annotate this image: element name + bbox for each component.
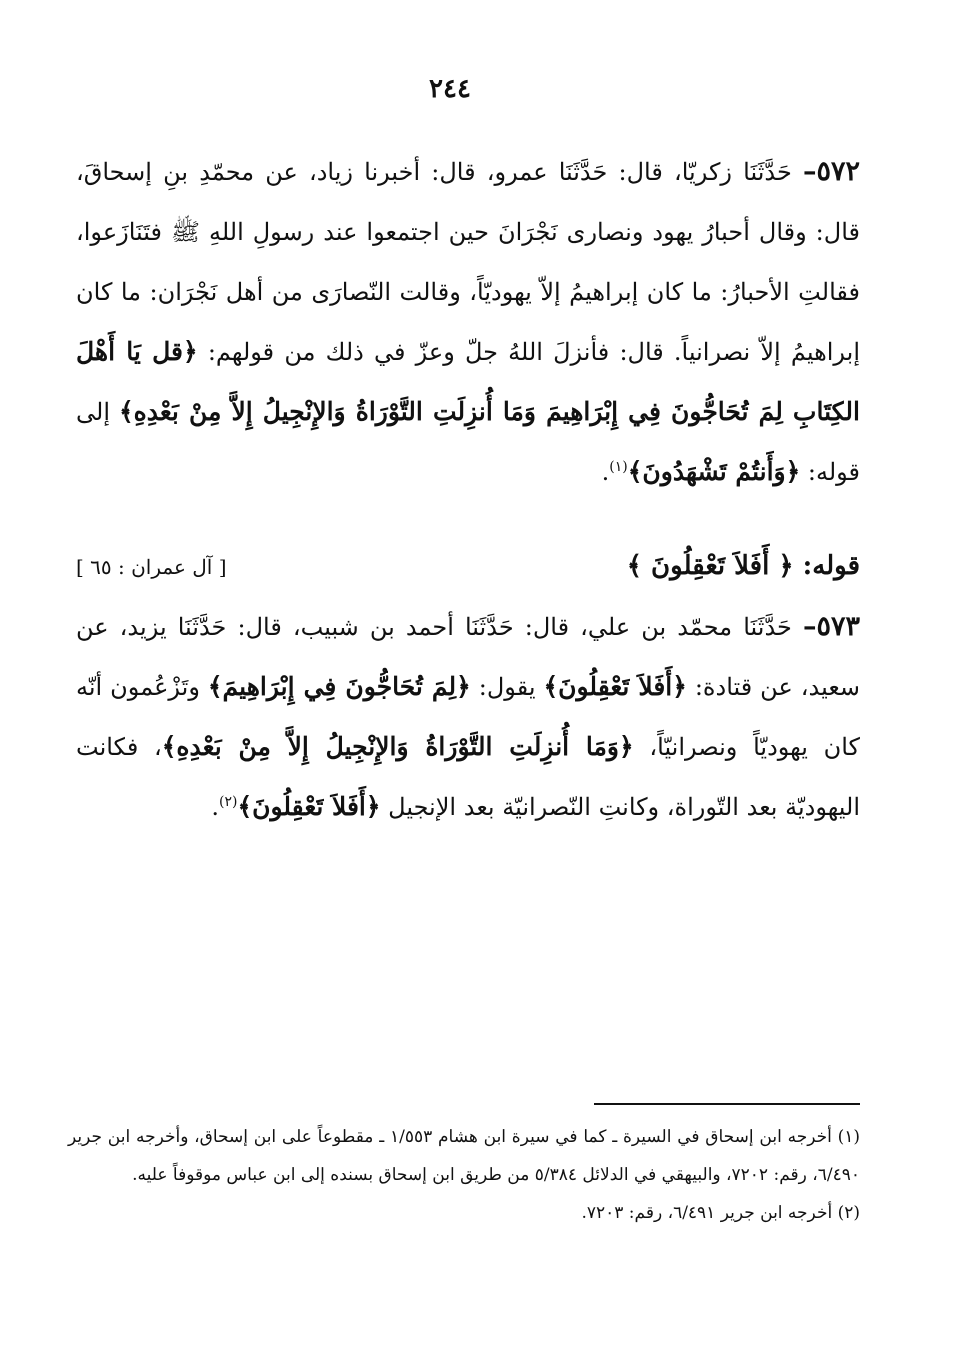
- hadith-text: إلى قوله:: [76, 398, 860, 486]
- hadith-text: .: [601, 458, 610, 486]
- hadith-number: ٥٧٣–: [802, 611, 860, 642]
- quran-quote: ﴿وَأَنتُمْ تَشْهَدُونَ﴾: [627, 457, 801, 486]
- hadith-572: [76, 142, 860, 502]
- footnote-reference[interactable]: (١): [609, 459, 628, 475]
- quran-quote: ﴿أَفَلاَ تَعْقِلُونَ﴾: [237, 792, 381, 821]
- hadith-text: ، فكانت اليهوديّة بعد التّوراة، وكانتِ النّصرانيّة بعد الإنجيل: [76, 733, 860, 821]
- main-text: [76, 142, 860, 837]
- hadith-text: يقول:: [470, 673, 544, 701]
- hadith-text: حَدَّثَنَا زكريّا، قال: حَدَّثَنَا عمرو، قال: أخبرنا زياد، عن محمّدِ بنِ إسحاقَ، قال: وقال أحبارُ يهود ونصارى نَجْرَانَ حين اجتمعوا عند رسولِ اللهِ ﷺ فتَنَازَعوا، فقالتِ الأحبارُ: ما كان إبراهيمُ إلاّ يهوديّاً، وقالت النّصارَى من أهل نَجْرَان: ما كان إبراهيمُ إلاّ نصرانياً. قال: فأنزلَ اللهُ جلّ وعزّ في ذلك من قولهم:: [76, 158, 861, 366]
- quran-quote: ﴿قل يَا أَهْلَ الكِتَابِ لِمَ تُحَاجُّونَ فِي إِبْرَاهِيمَ وَمَا أُنزِلَتِ التَّوْرَاةُ وَالإِنْجِيلُ إِلاَّ مِنْ بَعْدِهِ﴾: [76, 337, 860, 426]
- footnotes: [68, 1118, 860, 1232]
- hadith-text: حَدَّثَنَا محمّد بن علي، قال: حَدَّثَنَا أحمد بن شبيب، قال: حَدَّثَنَا يزيد، عن سعيد، عن قتادة:: [76, 613, 861, 701]
- quran-quote: ﴿وَمَا أُنزِلَتِ التَّوْرَاةُ وَالإِنْجِيلُ إِلاَّ مِنْ بَعْدِهِ﴾: [161, 732, 634, 761]
- hadith-text: .: [211, 793, 220, 821]
- footnote-separator: [594, 1103, 860, 1105]
- quran-quote: ﴿لِمَ تُحَاجُّونَ فِي إِبْرَاهِيمَ﴾: [207, 672, 471, 701]
- hadith-text: وتَزْعُمون أنّه كان يهوديّاً ونصرانيّاً،: [76, 673, 860, 761]
- footnote-1: (١) أخرجه ابن إسحاق في السيرة ـ كما في سيرة ابن هشام ١/٥٥٣ ـ مقطوعاً على ابن إسحاق، وأخرجه ابن جرير ٦/٤٩٠، رقم: ٧٢٠٢، والبيهقي في الدلائل ٥/٣٨٤ من طريق ابن إسحاق بسنده إلى ابن عباس موقوفاً عليه.: [68, 1127, 861, 1185]
- hadith-573: [76, 597, 860, 837]
- verse-heading-text: قوله: ﴿ أَفَلاَ تَعْقِلُونَ ﴾: [626, 551, 860, 581]
- footnote-2: (٢) أخرجه ابن جرير ٦/٤٩١، رقم: ٧٢٠٣.: [581, 1203, 860, 1223]
- verse-heading: [76, 536, 860, 597]
- hadith-number: ٥٧٢–: [802, 156, 860, 187]
- surah-reference: [ آل عمران : ٦٥ ]: [76, 555, 227, 579]
- page-number: ٢٤٤: [429, 74, 471, 104]
- quran-quote: ﴿أَفَلاَ تَعْقِلُونَ﴾: [543, 672, 687, 701]
- footnote-reference[interactable]: (٢): [219, 794, 238, 810]
